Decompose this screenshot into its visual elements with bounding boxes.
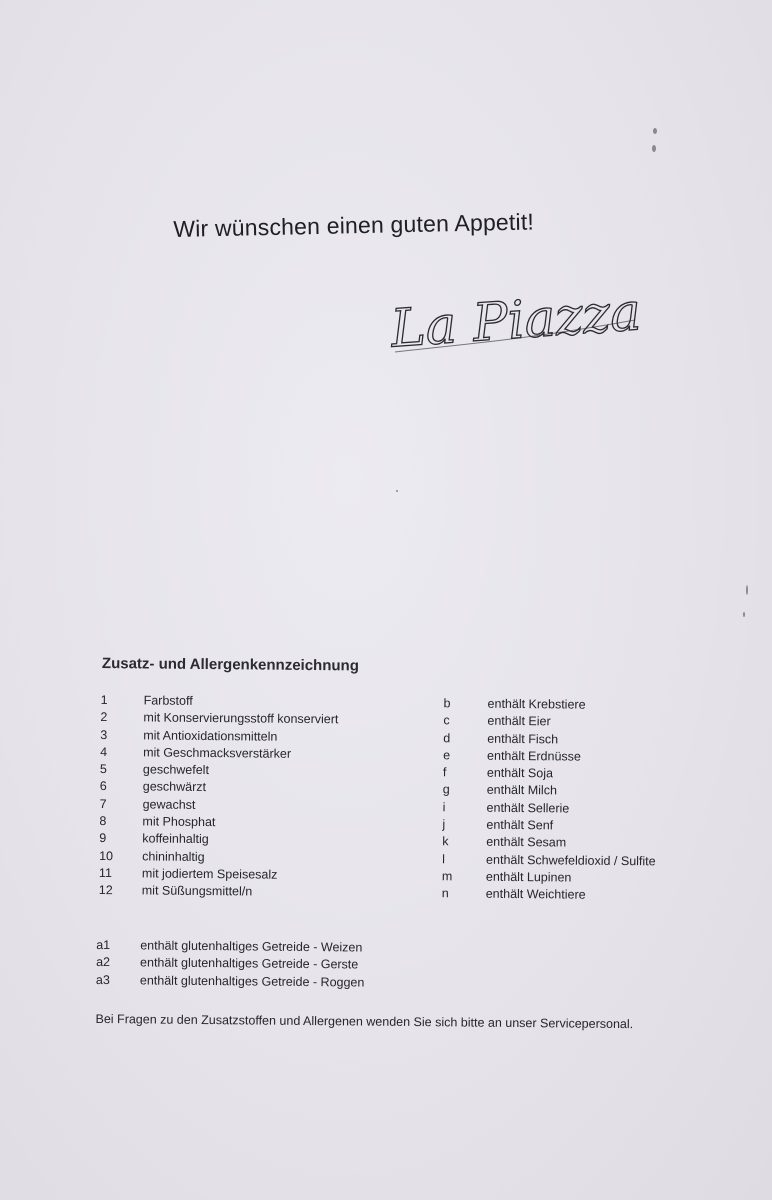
item-label: enthält Senf: [486, 817, 554, 833]
item-label: koffeinhaltig: [142, 831, 209, 847]
greeting-text: Wir wünschen einen guten Appetit!: [173, 208, 535, 242]
list-item: [442, 834, 656, 853]
item-code: a2: [96, 955, 111, 970]
item-code: 4: [100, 744, 108, 759]
footer-note: Bei Fragen zu den Zusatzstoffen und Allergenen wenden Sie sich bitte an unser Servicepersonal.: [95, 1011, 634, 1032]
list-item: [100, 796, 338, 816]
item-code: 9: [99, 831, 107, 846]
item-label: Farbstoff: [143, 693, 193, 708]
list-item: [443, 747, 657, 766]
list-item: [442, 816, 656, 835]
list-item: [444, 695, 658, 714]
item-label: mit Geschmacksverstärker: [143, 745, 292, 761]
item-label: mit Süßungsmittel/n: [141, 883, 253, 899]
item-label: enthält Erdnüsse: [487, 748, 581, 764]
paper-speck: [396, 490, 398, 492]
list-item: [99, 813, 337, 833]
item-code: 12: [98, 883, 113, 898]
item-label: enthält Krebstiere: [487, 696, 586, 712]
item-code: d: [443, 730, 451, 745]
item-code: 3: [100, 727, 108, 742]
section-title: Zusatz- und Allergenkennzeichnung: [101, 655, 360, 675]
item-code: j: [442, 817, 446, 832]
item-code: 11: [98, 865, 113, 881]
item-label: mit Antioxidationsmitteln: [143, 728, 278, 744]
list-item: [442, 886, 656, 905]
list-item: [96, 972, 365, 992]
list-item: [443, 713, 657, 732]
item-code: a1: [96, 937, 111, 953]
item-label: enthält Fisch: [487, 731, 559, 746]
item-code: 6: [99, 779, 107, 794]
item-label: mit jodiertem Speisesalz: [141, 866, 278, 882]
item-code: b: [443, 696, 451, 711]
list-item: [443, 764, 657, 783]
list-item: [443, 799, 657, 818]
list-item: [101, 692, 339, 712]
item-code: k: [442, 834, 449, 849]
list-item: [442, 868, 656, 887]
item-code: f: [442, 765, 447, 780]
item-label: enthält Soja: [486, 765, 554, 781]
item-code: n: [441, 886, 449, 901]
item-label: enthält Milch: [486, 783, 558, 798]
list-item: [100, 709, 338, 729]
paper-speck: [746, 585, 748, 595]
item-label: chininhaltig: [142, 849, 205, 864]
item-label: enthält Sellerie: [486, 800, 570, 816]
list-item: [100, 761, 338, 781]
list-item: [100, 778, 338, 798]
item-code: 7: [99, 796, 107, 811]
item-code: e: [443, 748, 451, 763]
item-code: 8: [99, 814, 107, 829]
item-code: l: [442, 851, 445, 866]
list-item: [443, 730, 657, 749]
item-label: enthält Eier: [487, 714, 551, 729]
list-item: [99, 882, 337, 902]
item-label: mit Konservierungsstoff konserviert: [143, 710, 339, 727]
item-label: mit Phosphat: [142, 814, 216, 830]
list-item: [442, 851, 656, 870]
item-label: geschwärzt: [142, 779, 207, 795]
item-code: 5: [99, 762, 107, 777]
item-code: m: [441, 869, 453, 884]
item-code: 10: [99, 848, 114, 863]
paper-speck: [652, 145, 656, 152]
list-item: [443, 782, 657, 801]
list-item: [99, 830, 337, 850]
item-label: enthält Sesam: [486, 835, 567, 850]
list-item: [100, 727, 338, 747]
item-code: 1: [100, 693, 108, 708]
item-label: enthält glutenhaltiges Getreide - Weizen: [140, 938, 363, 955]
item-label: enthält glutenhaltiges Getreide - Roggen: [139, 972, 365, 990]
item-code: g: [442, 782, 450, 797]
paper-speck: [653, 128, 657, 134]
svg-text:La Piazza: La Piazza: [388, 282, 643, 360]
item-label: geschwefelt: [142, 762, 210, 778]
list-item: [100, 744, 338, 764]
item-label: enthält Weichtiere: [485, 886, 586, 902]
item-code: c: [443, 713, 450, 728]
item-code: a3: [95, 972, 110, 987]
additives-list: [99, 692, 339, 902]
item-code: 2: [100, 710, 108, 725]
allergens-list: [442, 695, 658, 905]
item-code: i: [442, 800, 446, 815]
item-label: enthält glutenhaltiges Getreide - Gerste: [140, 955, 359, 972]
paper-speck: [743, 612, 745, 617]
item-label: enthält Schwefeldioxid / Sulfite: [486, 852, 656, 869]
item-label: enthält Lupinen: [485, 869, 572, 885]
item-label: gewachst: [142, 797, 196, 812]
cereals-list: [96, 937, 365, 991]
